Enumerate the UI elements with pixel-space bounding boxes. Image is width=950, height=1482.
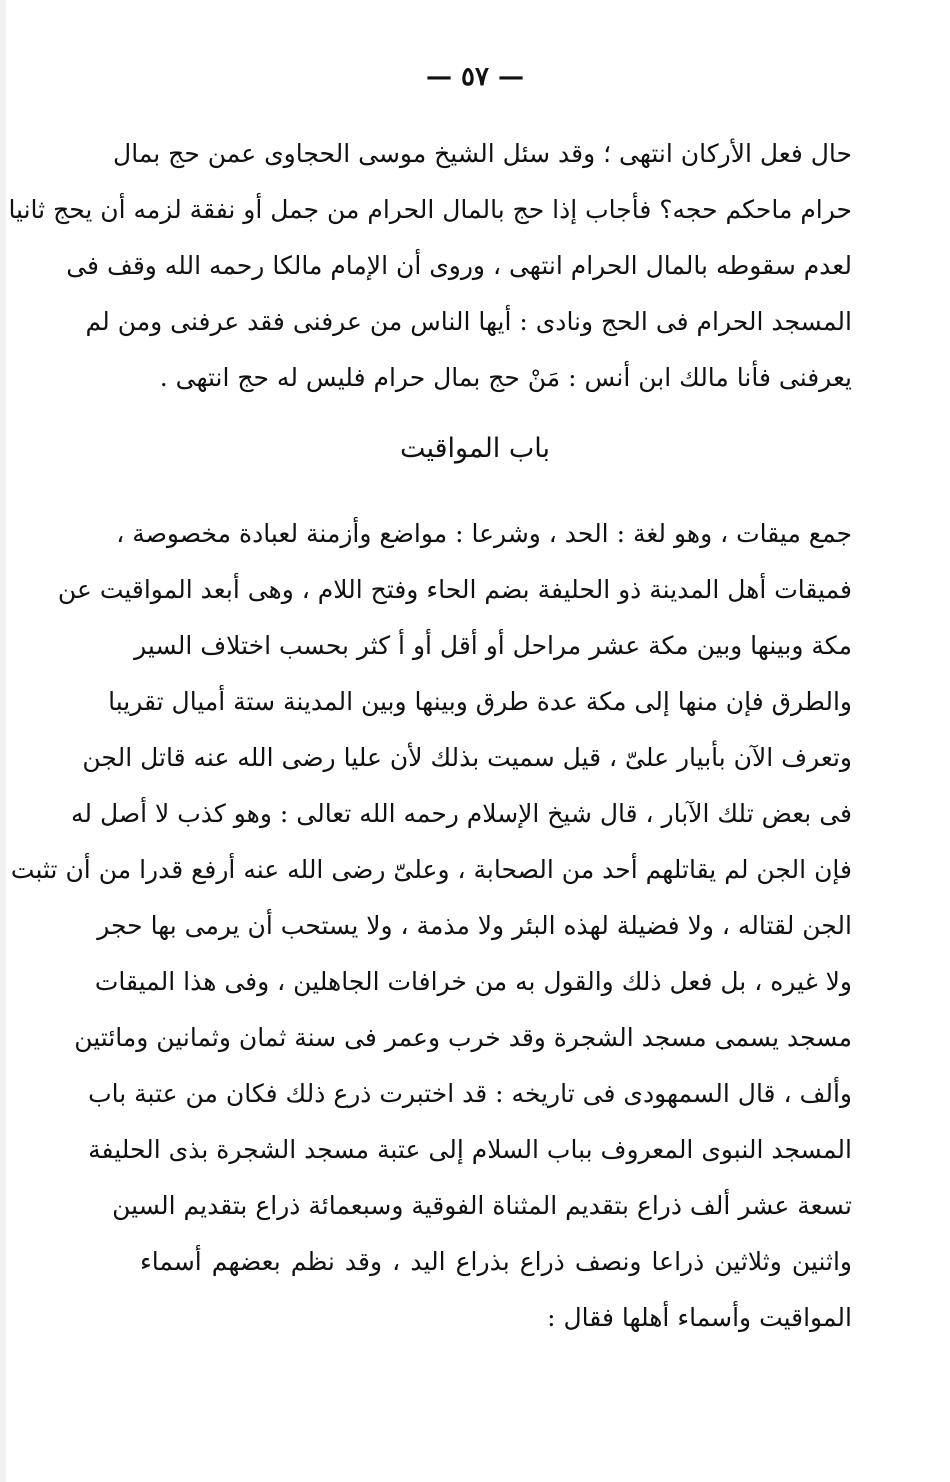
text-line: فى بعض تلك الآبار ، قال شيخ الإسلام رحمه الله تعالى : وهو كذب لا أصل له: [71, 799, 852, 828]
paragraph-miqat: [10, 506, 852, 1346]
text-line: المسجد النبوى المعروف بباب السلام إلى عتبة مسجد الشجرة بذى الحليفة: [88, 1135, 852, 1164]
text-line: وتعرف الآن بأبيار علىّ ، قيل سميت بذلك لأن عليا رضى الله عنه قاتل الجن: [82, 743, 852, 772]
text-line: واثنين وثلاثين ذراعا ونصف ذراع بذراع اليد ، وقد نظم بعضهم أسماء: [140, 1247, 852, 1276]
text-line: الجن لقتاله ، ولا فضيلة لهذه البئر ولا مذمة ، ولا يستحب أن يرمى بها حجر: [97, 911, 852, 940]
page-edge-shadow: [0, 0, 6, 1482]
text-line: يعرفنى فأنا مالك ابن أنس : مَنْ حج بمال حرام فليس له حج انتهى .: [159, 363, 852, 392]
section-heading: باب المواقيت: [399, 433, 551, 464]
text-line: والطرق فإن منها إلى مكة عدة طرق وبينها وبين المدينة ستة أميال تقريبا: [108, 687, 852, 716]
text-line: فإن الجن لم يقاتلهم أحد من الصحابة ، وعلىّ رضى الله عنه أرفع قدرا من أن تثبت: [10, 855, 852, 884]
text-line: مسجد يسمى مسجد الشجرة وقد خرب وعمر فى سنة ثمان وثمانين ومائتين: [74, 1023, 852, 1052]
text-line: وألف ، قال السمهودى فى تاريخه : قد اختبرت ذرع ذلك فكان من عتبة باب: [88, 1079, 852, 1108]
text-line: حرام ماحكم حجه؟ فأجاب إذا حج بالمال الحرام من جمل أو نفقة لزمه أن يحج ثانيا: [8, 195, 852, 224]
text-line: ولا غيره ، بل فعل ذلك والقول به من خرافات الجاهلين ، وفى هذا الميقات: [94, 967, 852, 996]
text-line: جمع ميقات ، وهو لغة : الحد ، وشرعا : مواضع وأزمنة لعبادة مخصوصة ،: [116, 519, 852, 548]
paragraph-pilgrimage-unlawful-wealth: [8, 126, 852, 406]
page-number: — ٥٧ —: [425, 62, 525, 92]
text-line: مكة وبينها وبين مكة عشر مراحل أو أقل أو أ كثر بحسب اختلاف السير: [134, 631, 852, 660]
text-line: لعدم سقوطه بالمال الحرام انتهى ، وروى أن الإمام مالكا رحمه الله وقف فى: [66, 251, 852, 280]
text-line: حال فعل الأركان انتهى ؛ وقد سئل الشيخ موسى الحجاوى عمن حج بمال: [113, 139, 852, 168]
text-line: فميقات أهل المدينة ذو الحليفة بضم الحاء وفتح اللام ، وهى أبعد المواقيت عن: [57, 575, 852, 604]
text-line: تسعة عشر ألف ذراع بتقديم المثناة الفوقية وسبعمائة ذراع بتقديم السين: [112, 1191, 852, 1220]
text-line: المسجد الحرام فى الحج ونادى : أيها الناس من عرفنى فقد عرفنى ومن لم: [85, 307, 852, 336]
text-line: المواقيت وأسماء أهلها فقال :: [547, 1303, 852, 1332]
